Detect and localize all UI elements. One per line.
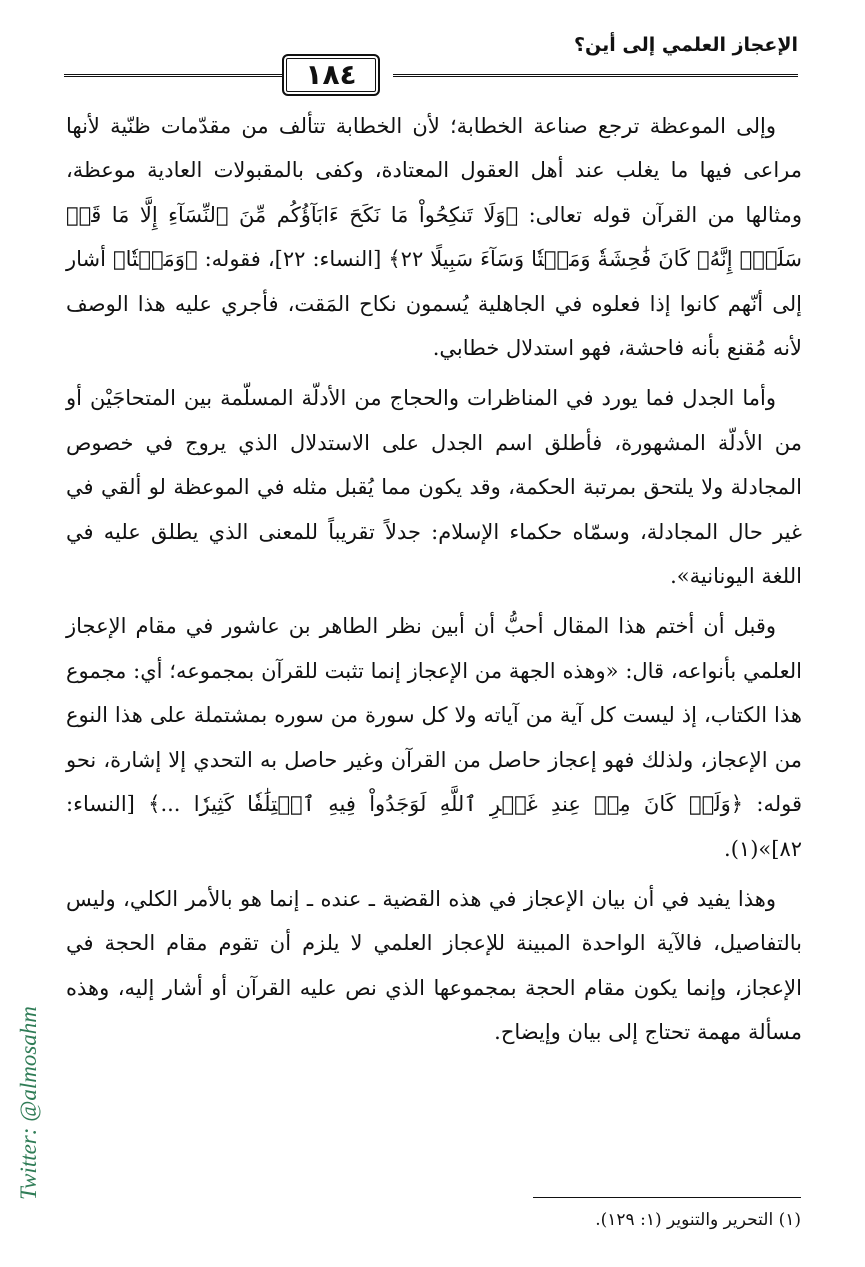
paragraph-1: وإلى الموعظة ترجع صناعة الخطابة؛ لأن الخطابة تتألف من مقدّمات ظنّية لأنها مراعى فيها ما يغلب عند أهل العقول المعتادة، وكفى بالمقبولات العادية موعظة، ومثالها من القرآن قوله تعالى: ﴿وَلَا تَنكِحُواْ مَا نَكَحَ ءَابَآؤُكُم مِّنَ ٱلنِّسَآءِ إِلَّا مَا قَدۡ سَلَفَۚ إِنَّهُۥ كَانَ فَٰحِشَةٗ وَمَقۡتٗا وَسَآءَ سَبِيلًا ٢٢﴾ [النساء: ٢٢]، فقوله: ﴿وَمَقۡتٗا﴾ أشار إلى أنّهم كانوا إذا فعلوه في الجاهلية يُسمون نكاح المَقت، فأجري عليه هذا الوصف لأنه مُقنع بأنه فاحشة، فهو استدلال خطابي. <box>66 114 802 361</box>
watermark-text: Twitter: @almosahm <box>16 1006 41 1200</box>
footnote-separator <box>533 1197 801 1198</box>
footnote: (١) التحرير والتنوير (١: ١٢٩). <box>595 1210 801 1230</box>
page-header <box>64 30 798 91</box>
paragraph-4: وهذا يفيد في أن بيان الإعجاز في هذه القضية ـ عنده ـ إنما هو بالأمر الكلي، وليس بالتفاصيل، فالآية الواحدة المبينة للإعجاز العلمي لا يلزم أن تقوم مقام الحجة في الإعجاز، وإنما يكون مقام الحجة بمجموعها الذي نص عليه القرآن أو أشار إليه، وهذه مسألة مهمة تحتاج إلى بيان وإيضاح. <box>66 886 802 1045</box>
paragraph-2: وأما الجدل فما يورد في المناظرات والحجاج من الأدلّة المسلّمة بين المتحاجَيْن أو من الأدلّة المشهورة، فأطلق اسم الجدل على الاستدلال الذي يروج في خصوص المجادلة ولا يلتحق بمرتبة الحكمة، وقد يكون مما يُقبل مثله في الموعظة لو ألقي في غير حال المجادلة، وسمّاه حكماء الإسلام: جدلاً تقريباً للمعنى الذي يطلق عليه في اللغة اليونانية». <box>66 386 802 589</box>
page-number: ١٨٤ <box>282 54 380 96</box>
paragraph-3: وقبل أن أختم هذا المقال أحبُّ أن أبين نظر الطاهر بن عاشور في مقام الإعجاز العلمي بأنواعه، قال: «وهذه الجهة من الإعجاز إنما تثبت للقرآن بمجموعه؛ أي: مجموع هذا الكتاب، إذ ليست كل آية من آياته ولا كل سورة من سوره بمشتملة على هذا النوع من الإعجاز، ولذلك فهو إعجاز حاصل من القرآن وغير حاصل به التحدي إلا إشارة، نحو قوله: ﴿وَلَوۡ كَانَ مِنۡ عِندِ غَيۡرِ ٱللَّهِ لَوَجَدُواْ فِيهِ ٱخۡتِلَٰفٗا كَثِيرٗا ...﴾ [النساء: ٨٢]»(١). <box>66 614 802 861</box>
header-rule-left <box>64 74 284 77</box>
header-rule-right <box>393 74 798 77</box>
running-title: الإعجاز العلمي إلى أين؟ <box>574 34 798 56</box>
main-text <box>66 104 802 1061</box>
